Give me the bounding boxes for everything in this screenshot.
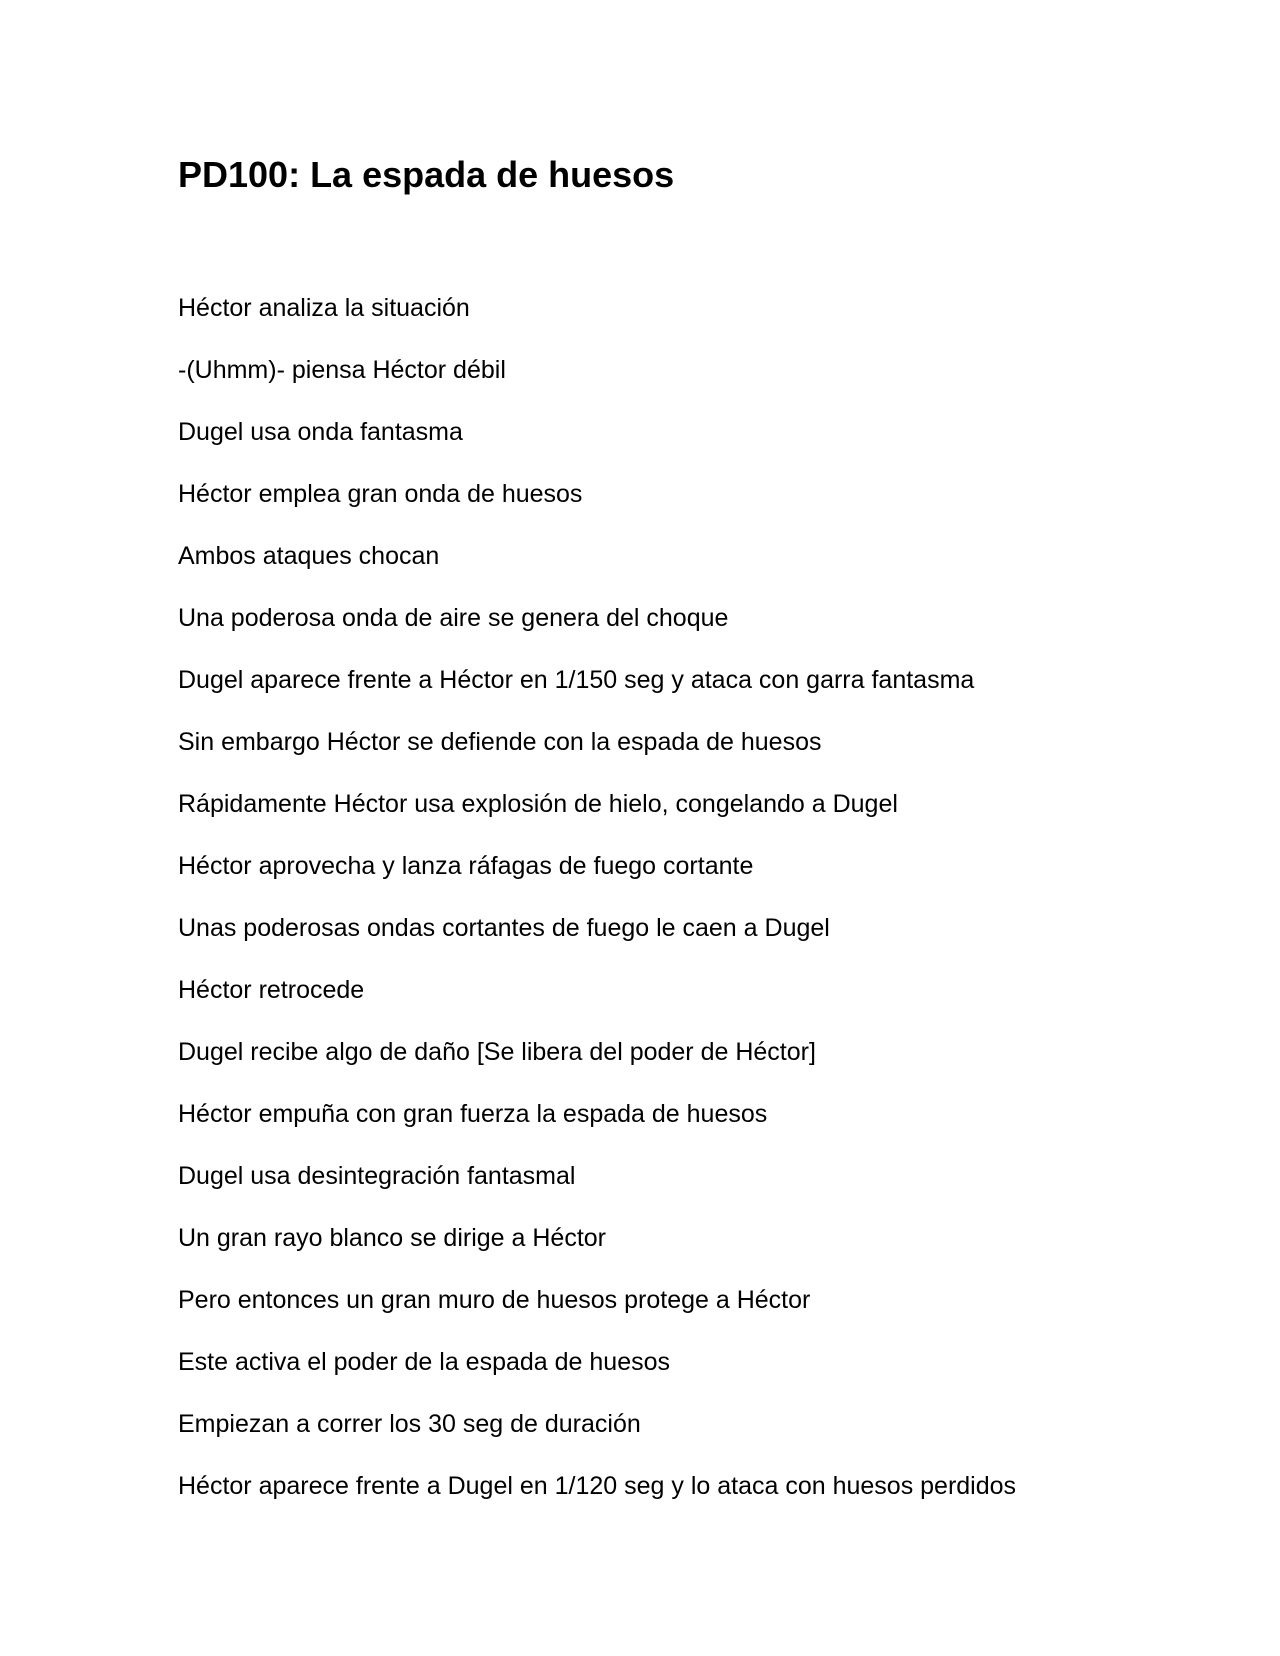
paragraph: Sin embargo Héctor se defiende con la espada de huesos [178, 728, 822, 756]
paragraph: Dugel usa onda fantasma [178, 418, 463, 446]
paragraph: Unas poderosas ondas cortantes de fuego le caen a Dugel [178, 914, 830, 942]
document-title: PD100: La espada de huesos [178, 154, 675, 195]
paragraph: Este activa el poder de la espada de huesos [178, 1348, 671, 1376]
paragraph: Héctor retrocede [178, 976, 365, 1004]
paragraph: Dugel usa desintegración fantasmal [178, 1162, 576, 1190]
paragraph: Dugel recibe algo de daño [Se libera del poder de Héctor] [178, 1038, 816, 1066]
paragraph: Rápidamente Héctor usa explosión de hielo, congelando a Dugel [178, 790, 898, 818]
paragraph: Héctor analiza la situación [178, 294, 470, 322]
paragraph: Dugel aparece frente a Héctor en 1/150 seg y ataca con garra fantasma [178, 666, 975, 694]
paragraph: Héctor aprovecha y lanza ráfagas de fuego cortante [178, 852, 754, 880]
paragraph: Ambos ataques chocan [178, 542, 440, 570]
paragraph: Pero entonces un gran muro de huesos protege a Héctor [178, 1286, 811, 1314]
paragraph: Héctor aparece frente a Dugel en 1/120 seg y lo ataca con huesos perdidos [178, 1472, 1017, 1500]
paragraph: Empiezan a correr los 30 seg de duración [178, 1410, 641, 1438]
paragraph: Héctor empuña con gran fuerza la espada de huesos [178, 1100, 768, 1128]
paragraph: Un gran rayo blanco se dirige a Héctor [178, 1224, 607, 1252]
paragraph: Una poderosa onda de aire se genera del choque [178, 604, 729, 632]
paragraph: -(Uhmm)- piensa Héctor débil [178, 356, 506, 384]
document-body [178, 290, 1218, 1530]
paragraph: Héctor emplea gran onda de huesos [178, 480, 583, 508]
